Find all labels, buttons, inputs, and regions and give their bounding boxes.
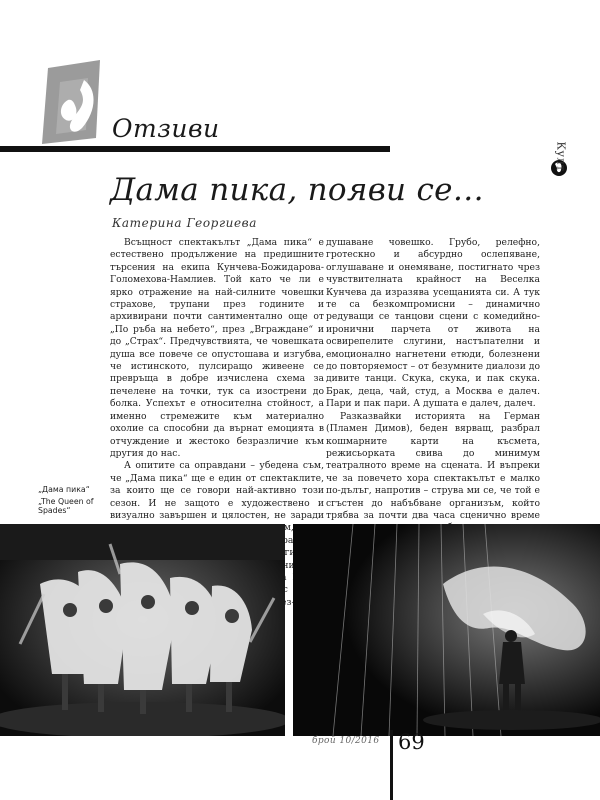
section-divider bbox=[0, 146, 390, 152]
issue-label: брой 10/2016 bbox=[312, 736, 380, 746]
caption-bg: „Дама пика“ bbox=[38, 485, 90, 494]
article-headline: Дама пика, появи се… bbox=[110, 172, 485, 208]
stage-photo-right bbox=[293, 524, 600, 736]
stage-photo-left bbox=[0, 524, 285, 736]
paragraph: Всъщност спектакълът „Дама пика“ е естествено продължение на предишните търсения на екипа Кунчева-Божидарова-Голомехова-Намлиев. Той като че ли е ярко отражение на най-силните човешки страхове, трупани през годините и архивирани почти сантиментално още от „По ръба на небето“, през „Вграждане“ и до „Страх“. Предчувствията, че човешката душа все повече се опустошава и изгубва, че истинското, пулсиращо живеене се превръща в добре изчислена схема за печелене на точки, тук са изострени до болка. Успехът е относителна стойност, а именно стремежите към материално охолие са способни да върнат емоцията в отчуждение и жестоко безразличие към другия до нас. bbox=[110, 237, 324, 459]
caption-en: „The Queen of Spades“ bbox=[38, 496, 94, 516]
footer-divider bbox=[390, 730, 393, 800]
paragraph: А опитите са оправдани – убедена съм, че „Дама пика“ ще е един от спектаклите, за които ще се говори най-активно този сезон. И не защото е художествено и визуално завършен и цялостен, не заради театралност. bbox=[110, 460, 324, 546]
page-number: 69 bbox=[398, 730, 425, 754]
brand-vertical-label: Култ bbox=[554, 141, 568, 172]
photo-caption bbox=[38, 485, 110, 518]
paragraph: Разказвайки историята на Герман (Пламен Димов), беден вярващ, разбрал кошмарните карти на късмета, режисьорката свива до минимум театралното време на сцената. И въпреки че за повечето хора спектакълът е малко по-дълъг, напротив – струва ми се, че той е сгъстен до набъбване организъм, който трябва за почти два часа сценично време bbox=[326, 410, 540, 521]
article-author: Катерина Георгиева bbox=[112, 216, 257, 230]
magazine-logo-icon bbox=[38, 60, 114, 146]
paragraph: душаване човешко. Грубо, релефно, гротескно и абсурдно ослепяване, оглушаване и онемяване, постигнато чрез чувствителната крайност на Веселка Кунчева да изразява усещанията си. А тук те са безкомпромисни – динамично редуващи се танцови сцени с комедийно-иронични парчета от живота на освирепелите слугини, настъпателни и емоционално нагнетени етюди, болезнени до повторяемост – от безумните диалози до дивите танци. Скука, скука, и пак скука. Брак, деца, чай, студ, а Москва е далеч. Пари и пак пари. А душата е далеч, далеч. bbox=[326, 237, 540, 410]
section-title: Отзиви bbox=[112, 114, 220, 143]
